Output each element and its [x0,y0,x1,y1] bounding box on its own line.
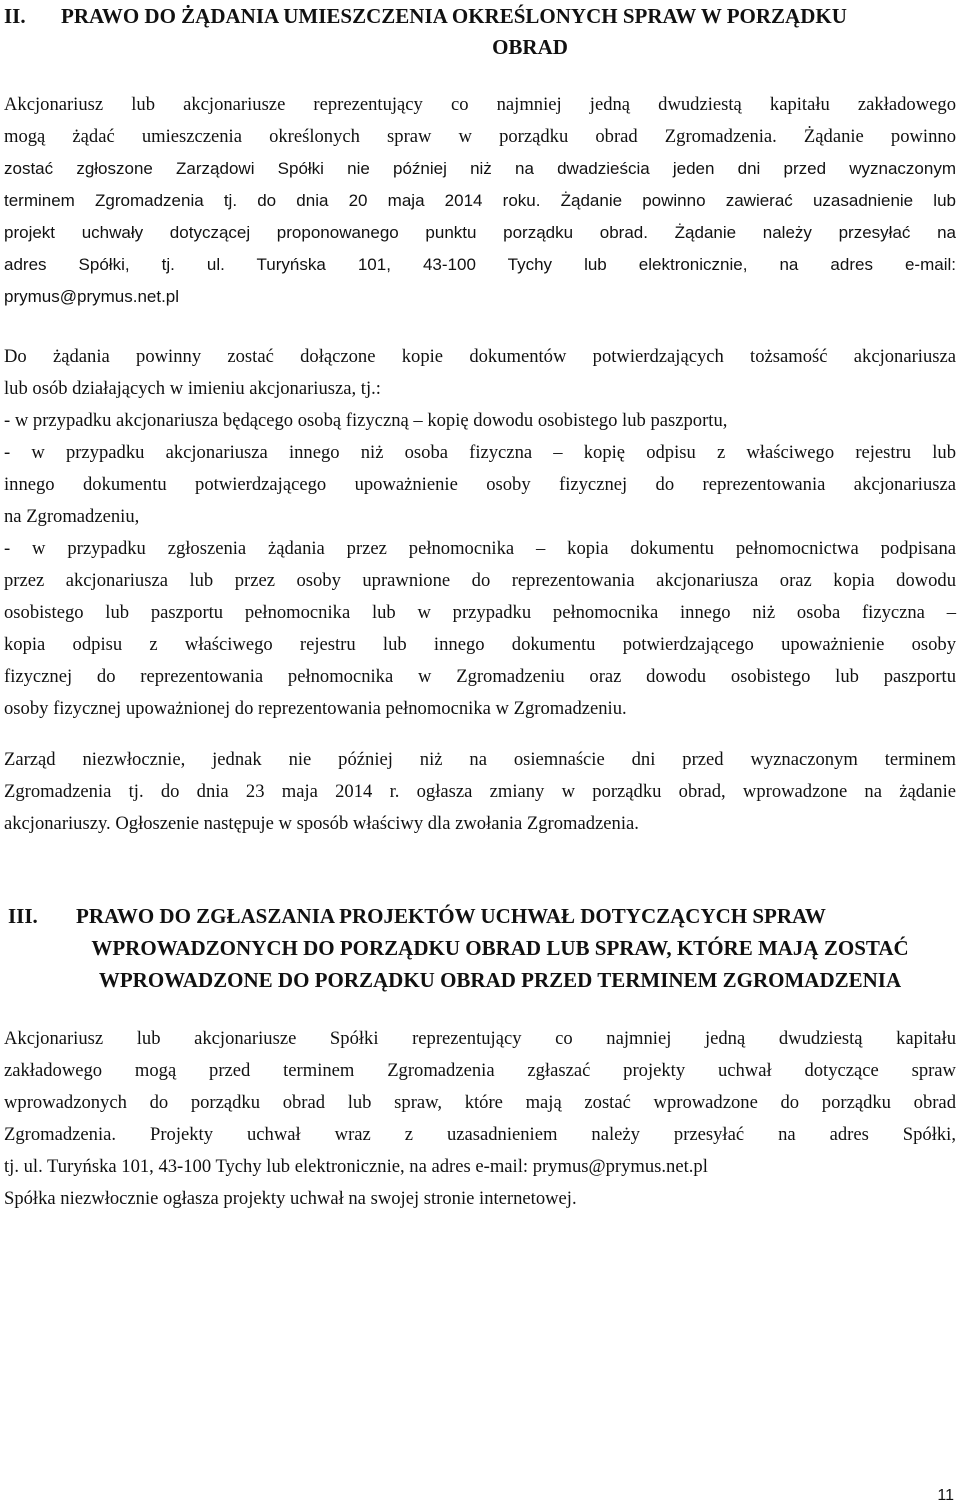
section-iii-number: III. [8,904,38,928]
section-iii-paragraph-1 [4,1023,956,1215]
text-line: zostać zgłoszone Zarządowi Spółki nie później niż na dwadzieścia jeden dni przed wyznaczonym [4,159,956,178]
section-ii-heading-line1: PRAWO DO ŻĄDANIA UMIESZCZENIA OKREŚLONYCH SPRAW W PORZĄDKU [61,4,847,28]
text-line: fizycznej do reprezentowania pełnomocnika w Zgromadzeniu oraz dowodu osobistego lub paszportu [4,666,956,687]
text-line: terminem Zgromadzenia tj. do dnia 20 maja 2014 roku. Żądanie powinno zawierać uzasadnienie lub [4,191,956,210]
text-line: Zarząd niezwłocznie, jednak nie później niż na osiemnaście dni przed wyznaczonym terminem [4,749,956,770]
text-line: Akcjonariusz lub akcjonariusze Spółki reprezentujący co najmniej jedną dwudziestą kapitału [4,1028,956,1049]
text-line: mogą żądać umieszczenia określonych spraw w porządku obrad Zgromadzenia. Żądanie powinno [4,126,956,147]
text-line: osoby fizycznej upoważnionej do reprezentowania pełnomocnika w Zgromadzeniu. [4,698,627,719]
section-ii-paragraph-3 [4,744,956,840]
text-line: wprowadzonych do porządku obrad lub spraw, które mają zostać wprowadzone do porządku obrad [4,1092,956,1113]
section-iii-heading-line2: WPROWADZONYCH DO PORZĄDKU OBRAD LUB SPRAW, KTÓRE MAJĄ ZOSTAĆ [91,936,909,960]
section-ii-number: II. [4,4,26,28]
list-item: - w przypadku akcjonariusza będącego osobą fizyczną – kopię dowodu osobistego lub paszportu, [4,410,728,431]
text-line: kopia odpisu z właściwego rejestru lub innego dokumentu potwierdzającego upoważnienie osoby [4,634,956,655]
text-line: Do żądania powinny zostać dołączone kopie dokumentów potwierdzających tożsamość akcjonariusza [4,346,956,367]
text-line: akcjonariuszy. Ogłoszenie następuje w sposób właściwy dla zwołania Zgromadzenia. [4,813,639,834]
list-item: - w przypadku akcjonariusza innego niż osoba fizyczna – kopię odpisu z właściwego rejestru lub [4,442,956,463]
text-line: na Zgromadzeniu, [4,506,140,527]
text-line: innego dokumentu potwierdzającego upoważnienie osoby fizycznej do reprezentowania akcjonariusza [4,474,956,495]
section-ii-paragraph-1 [4,89,956,313]
section-ii-heading [4,2,956,30]
section-iii-heading-line3: WPROWADZONE DO PORZĄDKU OBRAD PRZED TERMINEM ZGROMADZENIA [98,968,902,992]
text-line: projekt uchwały dotyczącej proponowanego punktu porządku obrad. Żądanie należy przesyłać na [4,223,956,242]
page-number: 11 [937,1487,954,1504]
list-item: - w przypadku zgłoszenia żądania przez pełnomocnika – kopia dokumentu pełnomocnictwa podpisana [4,538,956,559]
section-ii-paragraph-2 [4,341,956,725]
text-line: zakładowego mogą przed terminem Zgromadzenia zgłaszać projekty uchwał dotyczące spraw [4,1060,956,1081]
text-line: przez akcjonariusza lub przez osoby uprawnione do reprezentowania akcjonariusza oraz kopia dowodu [4,570,956,591]
text-line: tj. ul. Turyńska 101, 43-100 Tychy lub elektronicznie, na adres e-mail: prymus@prymus.net.pl [4,1156,708,1177]
text-line: lub osób działających w imieniu akcjonariusza, tj.: [4,378,381,399]
text-line: Akcjonariusz lub akcjonariusze reprezentujący co najmniej jedną dwudziestą kapitału zakładowego [4,94,956,115]
text-line: Zgromadzenia. Projekty uchwał wraz z uzasadnieniem należy przesyłać na adres Spółki, [4,1124,956,1145]
text-line: Spółka niezwłocznie ogłasza projekty uchwał na swojej stronie internetowej. [4,1188,577,1209]
section-iii-heading [4,900,956,996]
text-line: adres Spółki, tj. ul. Turyńska 101, 43-100 Tychy lub elektronicznie, na adres e-mail: [4,255,956,274]
section-ii-heading-line2: OBRAD [492,35,568,59]
email-address: prymus@prymus.net.pl [4,287,180,306]
section-iii-heading-line1: PRAWO DO ZGŁASZANIA PROJEKTÓW UCHWAŁ DOTYCZĄCYCH SPRAW [76,904,826,928]
text-line: Zgromadzenia tj. do dnia 23 maja 2014 r. ogłasza zmiany w porządku obrad, wprowadzone na żądanie [4,781,956,802]
text-line: osobistego lub paszportu pełnomocnika lub w przypadku pełnomocnika innego niż osoba fizyczna – [4,602,956,623]
